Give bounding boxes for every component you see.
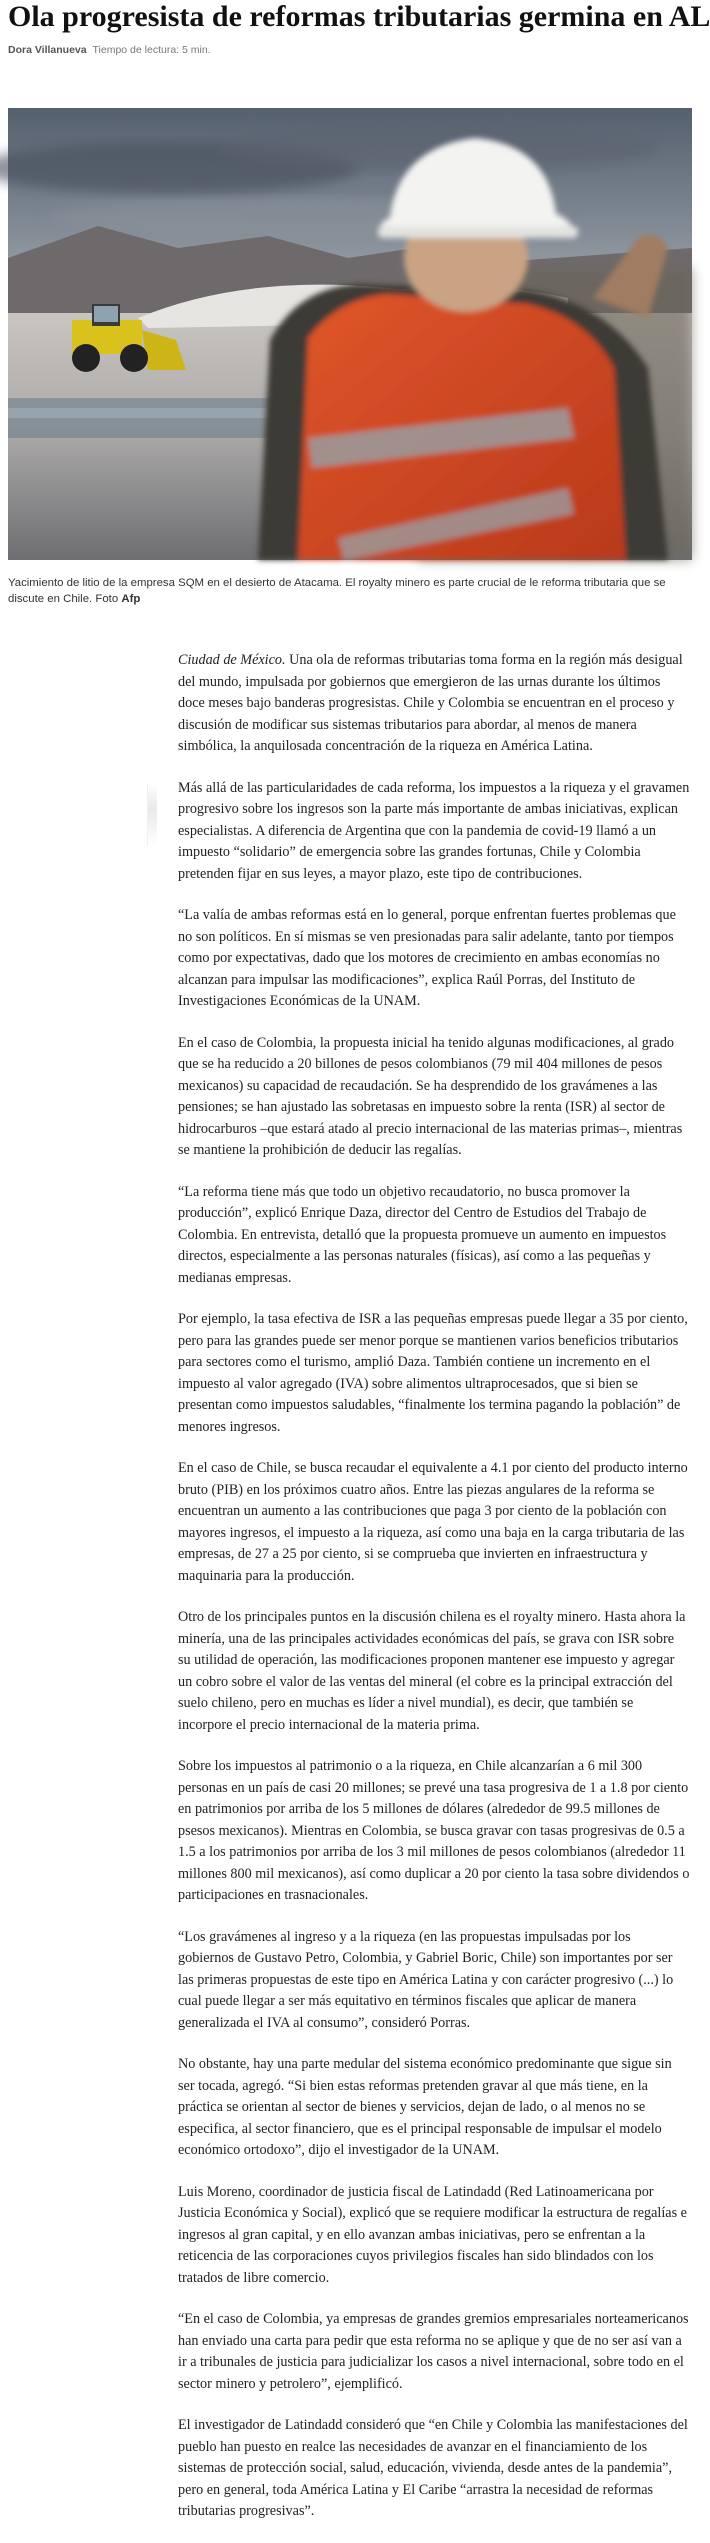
paragraph-6: Por ejemplo, la tasa efectiva de ISR a las pequeñas empresas puede llegar a 35 por ciento, pero para las grandes puede ser menor porque se mantienen varios beneficios tributarios para sectores como el turismo, amplió Daza. También contiene un incremento en el impuesto al valor agregado (IVA) sobre alimentos ultraprocesados, que si bien se presentan como impuestos saludables, “finalmente los termina pagando la población” de menores ingresos. [178, 1311, 688, 1435]
paragraph-2: Más allá de las particularidades de cada reforma, los impuestos a la riqueza y el gravamen progresivo sobre los ingresos son la parte más importante de ambas iniciativas, explican especialistas. A diferencia de Argentina que con la pandemia de covid-19 llamó a un impuesto “solidario” de emergencia sobre las grandes fortunas, Chile y Colombia pretenden fijar en sus leyes, a mayor plazo, este tipo de contribuciones. [178, 779, 690, 882]
dateline: Ciudad de México. [178, 652, 286, 668]
paragraph-14: El investigador de Latindadd consideró que “en Chile y Colombia las manifestaciones del pueblo han puesto en realce las necesidades de avanzar en el financiamiento de los sistemas de protección social, salud, educación, vivienda, desde antes de la pandemia”, pero en general, toda América Latina y El Caribe “arrastra la necesidad de reformas tributarias progresivas”. [178, 2417, 688, 2519]
hero-photo [8, 108, 692, 560]
side-divider [147, 784, 157, 846]
author-name[interactable]: Dora Villanueva [8, 44, 87, 56]
paragraph-1 [178, 650, 690, 758]
paragraph-8: Otro de los principales puntos en la discusión chilena es el royalty minero. Hasta ahora la minería, una de las principales actividades económicas del país, se grava con ISR sobre su utilidad de operación, las modificaciones proponen mantener ese impuesto y agregar un cobro sobre el valor de las ventas del mineral (el cobre es la principal extracción del suelo chileno, pero en muchas es líder a nivel mundial), es decir, que también se incorpore el precio internacional de la materia prima. [178, 1609, 686, 1733]
paragraph-13: “En el caso de Colombia, ya empresas de grandes gremios empresariales norteamericanos han enviado una carta para pedir que esta reforma no se aplique y que de no ser así van a ir a tribunales de justicia para judicializar los casos a nivel internacional, sobre todo en el sector minero y petrolero”, ejemplificó. [178, 2311, 689, 2392]
paragraph-5: “La reforma tiene más que todo un objetivo recaudatorio, no busca promover la producción”, explicó Enrique Daza, director del Centro de Estudios del Trabajo de Colombia. En entrevista, detalló que la propuesta promueve un aumento en impuestos directos, especialmente a las personas naturales (físicas), así como a las pequeñas y medianas empresas. [178, 1183, 667, 1286]
paragraph-12: Luis Moreno, coordinador de justicia fiscal de Latindadd (Red Latinoamericana por Justicia Económica y Social), explicó que se requiere modificar la estructura de regalías e ingresos al gran capital, y en ello avanzan ambas iniciativas, pero se enfrentan a la reticencia de las corporaciones cuyos privilegios fiscales han sido blindados con los tratados de libre comercio. [178, 2183, 687, 2286]
paragraph-11: No obstante, hay una parte medular del sistema económico predominante que sigue sin ser tocada, agregó. “Si bien estas reformas pretenden gravar al que más tiene, en la práctica se orientan al sector de bienes y servicios, dejan de lado, o al menos no se especifica, al sector financiero, que es el principal responsable de impulsar el modelo económico ortodoxo”, dijo el investigador de la UNAM. [178, 2056, 672, 2158]
reading-time: Tiempo de lectura: 5 min. [92, 44, 211, 56]
paragraph-3: “La valía de ambas reformas está en lo general, porque enfrentan fuertes problemas que no son políticos. En sí mismas se ven presionadas para salir adelante, tanto por tiempos como por expectativas, dado que los motores de crecimiento en ambas economías no alcanzan para impulsar las modificaciones”, explica Raúl Porras, del Instituto de Investigaciones Económicas de la UNAM. [178, 907, 676, 1009]
caption-text: Yacimiento de litio de la empresa SQM en el desierto de Atacama. El royalty minero es parte crucial de le reforma tributaria que se discute en Chile. Foto [8, 577, 666, 605]
article-body [178, 650, 690, 2543]
paragraph-10: “Los gravámenes al ingreso y a la riqueza (en las propuestas impulsadas por los gobiernos de Gustavo Petro, Colombia, y Gabriel Boric, Chile) son importantes por ser las primeras propuestas de este tipo en América Latina y con carácter progresivo (...) lo cual puede llegar a ser más equitativo en términos fiscales que aplicar de manera generalizada el IVA al consumo”, consideró Porras. [178, 1928, 674, 2031]
paragraph-7: En el caso de Chile, se busca recaudar el equivalente a 4.1 por ciento del producto interno bruto (PIB) en los próximos cuatro años. Entre las piezas angulares de la reforma se encuentran un aumento a las contribuciones que paga 3 por ciento de la población con mayores ingresos, el impuesto a la riqueza, así como una baja en la carga tributaria de las empresas, de 27 a 25 por ciento, si se comprueba que invierten en infraestructura y maquinaria para la producción. [178, 1460, 688, 1584]
byline [8, 42, 211, 58]
paragraph-9: Sobre los impuestos al patrimonio o a la riqueza, en Chile alcanzarían a 6 mil 300 personas en un país de casi 20 millones; se prevé una tasa progresiva de 1 a 1.8 por ciento en patrimonios por arriba de los 5 millones de dólares (alrededor de 99.5 millones de psesos mexicanos). Mientras en Colombia, se busca gravar con tasas progresivas de 0.5 a 1.5 a los patrimonios por arriba de los 3 mil millones de pesos colombianos (alrededor 11 millones 800 mil mexicanos), así como duplicar a 20 por ciento la tasa sobre dividendos o participaciones en trasnacionales. [178, 1758, 690, 1903]
salt-flat-worker-photo [8, 108, 692, 560]
paragraph-4: En el caso de Colombia, la propuesta inicial ha tenido algunas modificaciones, al grado que se ha reducido a 20 billones de pesos colombianos (79 mil 404 millones de pesos mexicanos) su capacidad de recaudación. Se ha desprendido de los gravámenes a las pensiones; se han ajustado las sobretasas en impuesto sobre la renta (ISR) al sector de hidrocarburos –que estará atado al precio internacional de las materias primas–, mientras se mantiene la prohibición de deducir las regalías. [178, 1034, 683, 1158]
photo-caption [8, 575, 692, 607]
article-headline: Ola progresista de reformas tributarias germina en AL [8, 0, 710, 33]
paragraph-1-text: Una ola de reformas tributarias toma forma en la región más desigual del mundo, impulsada por gobiernos que emergieron de las urnas durante los últimos doce meses bajo banderas progresistas. Chile y Colombia se encuentran en el proceso y discusión de modificar sus sistemas tributarios para abordar, al menos de manera simbólica, la anquilosada concentración de la riqueza en América Latina. [178, 652, 683, 754]
photo-credit: Afp [121, 593, 141, 605]
